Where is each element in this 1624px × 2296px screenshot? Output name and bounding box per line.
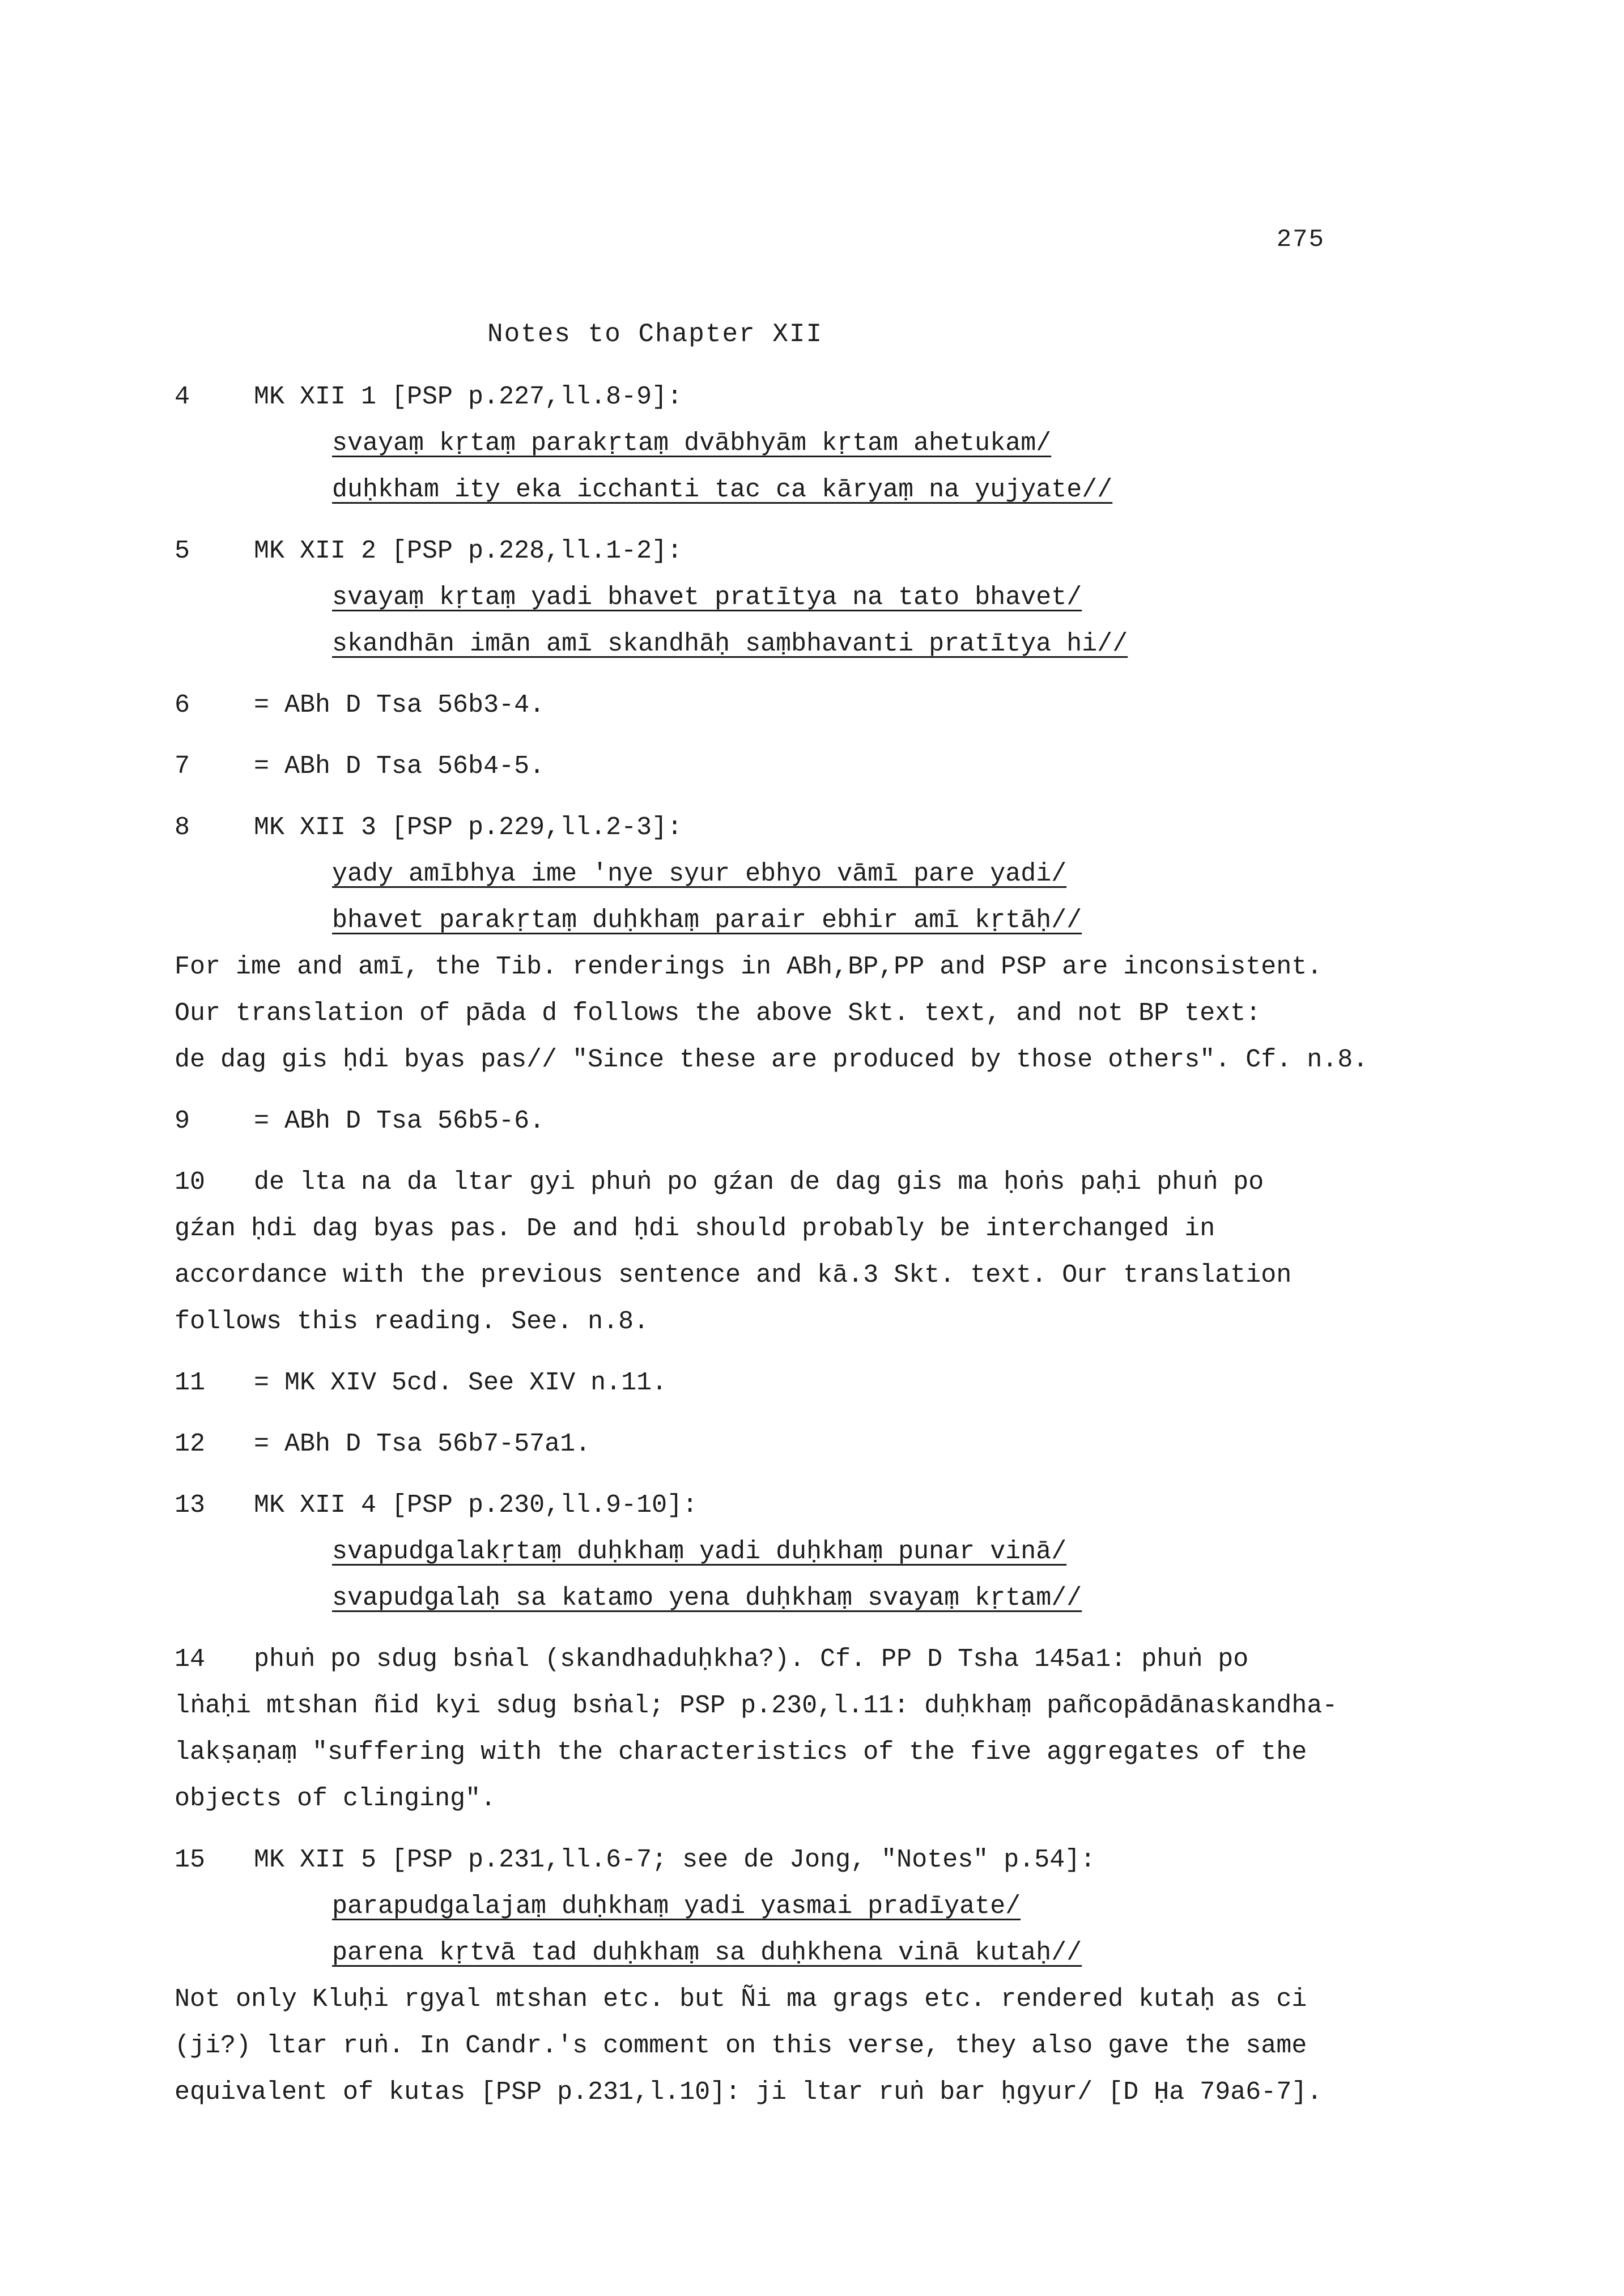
note-first-line: = ABh D Tsa 56b3-4. [254,691,545,720]
note-first-line: = MK XIV 5cd. See XIV n.11. [254,1368,668,1397]
note-11 [175,1360,1478,1406]
verse-line: svayaṃ kṛtaṃ parakṛtaṃ dvābhyām kṛtam ahetukam/ [332,429,1052,458]
notes-list [175,374,1478,2131]
note-first-line: MK XII 1 [PSP p.227,ll.8-9]: [254,382,683,411]
page-title: Notes to Chapter XII [487,320,823,349]
note-continuation-line: (ji?) ltar ruṅ. In Candr.'s comment on this verse, they also gave the same [175,2031,1307,2060]
verse-line: parapudgalajaṃ duḥkhaṃ yadi yasmai pradīyate/ [332,1892,1021,1921]
note-first-line: = ABh D Tsa 56b4-5. [254,752,545,781]
note-continuation-line: Not only Kluḥi rgyal mtshan etc. but Ñi ma grags etc. rendered kutaḥ as ci [175,1985,1307,2014]
verse-line: duḥkham ity eka icchanti tac ca kāryaṃ na yujyate// [332,475,1113,504]
note-first-line: MK XII 5 [PSP p.231,ll.6-7; see de Jong, "Notes" p.54]: [254,1846,1096,1874]
note-continuation-line: For ime and amī, the Tib. renderings in ABh,BP,PP and PSP are inconsistent. [175,953,1323,981]
note-continuation-line: lakṣaṇaṃ "suffering with the characteristics of the five aggregates of the [175,1738,1307,1767]
note-number: 7 [175,752,190,781]
note-number: 13 [175,1491,206,1520]
note-number: 6 [175,691,190,720]
note-9 [175,1098,1478,1145]
verse-line: parena kṛtvā tad duḥkhaṃ sa duḥkhena vinā kutaḥ// [332,1938,1082,1967]
note-number: 14 [175,1645,206,1674]
note-continuation-line: lṅaḥi mtshan ñid kyi sdug bsṅal; PSP p.230,l.11: duḥkhaṃ pañcopādānaskandha- [175,1691,1338,1720]
note-number: 8 [175,813,190,842]
note-15 [175,1837,1478,2116]
note-first-line: de lta na da ltar gyi phuṅ po gźan de dag gis ma ḥoṅs paḥi phuṅ po [254,1168,1264,1197]
page-number: 275 [1276,226,1325,254]
note-14 [175,1636,1478,1822]
note-first-line: MK XII 2 [PSP p.228,ll.1-2]: [254,537,683,566]
note-10 [175,1159,1478,1345]
verse-line: bhavet parakṛtaṃ duḥkhaṃ parair ebhir amī kṛtāḥ// [332,906,1082,935]
note-continuation-line: de dag gis ḥdi byas pas// "Since these are produced by those others". Cf. n.8. [175,1045,1368,1074]
note-number: 4 [175,382,190,411]
note-first-line: MK XII 4 [PSP p.230,ll.9-10]: [254,1491,698,1520]
verse-line: svapudgalakṛtaṃ duḥkhaṃ yadi duḥkhaṃ punar vinā/ [332,1537,1067,1566]
note-first-line: phuṅ po sdug bsṅal (skandhaduḥkha?). Cf. PP D Tsha 145a1: phuṅ po [254,1645,1249,1674]
verse-line: svapudgalaḥ sa katamo yena duḥkhaṃ svayaṃ kṛtam// [332,1584,1082,1613]
note-first-line: = ABh D Tsa 56b7-57a1. [254,1430,591,1459]
note-continuation-line: accordance with the previous sentence and kā.3 Skt. text. Our translation [175,1261,1292,1290]
note-number: 15 [175,1846,206,1874]
note-continuation-line: follows this reading. See. n.8. [175,1307,649,1336]
note-continuation-line: equivalent of kutas [PSP p.231,l.10]: ji ltar ruṅ bar ḥgyur/ [D Ḥa 79a6-7]. [175,2078,1323,2107]
note-continuation-line: Our translation of pāda d follows the above Skt. text, and not BP text: [175,999,1261,1028]
note-continuation-line: objects of clinging". [175,1784,496,1813]
note-7 [175,743,1478,790]
note-number: 11 [175,1368,206,1397]
note-4 [175,374,1478,513]
note-continuation-line: gźan ḥdi dag byas pas. De and ḥdi should probably be interchanged in [175,1214,1215,1243]
note-5 [175,528,1478,667]
note-6 [175,682,1478,729]
verse-line: skandhān imān amī skandhāḥ saṃbhavanti pratītya hi// [332,630,1128,658]
note-number: 12 [175,1430,206,1459]
verse-line: yady amībhya ime 'nye syur ebhyo vāmī pare yadi/ [332,860,1067,888]
note-first-line: MK XII 3 [PSP p.229,ll.2-3]: [254,813,683,842]
note-12 [175,1421,1478,1468]
note-number: 10 [175,1168,206,1197]
note-number: 9 [175,1107,190,1136]
verse-line: svayaṃ kṛtaṃ yadi bhavet pratītya na tato bhavet/ [332,583,1082,612]
note-number: 5 [175,537,190,566]
note-13 [175,1482,1478,1622]
note-8 [175,805,1478,1083]
note-first-line: = ABh D Tsa 56b5-6. [254,1107,545,1136]
